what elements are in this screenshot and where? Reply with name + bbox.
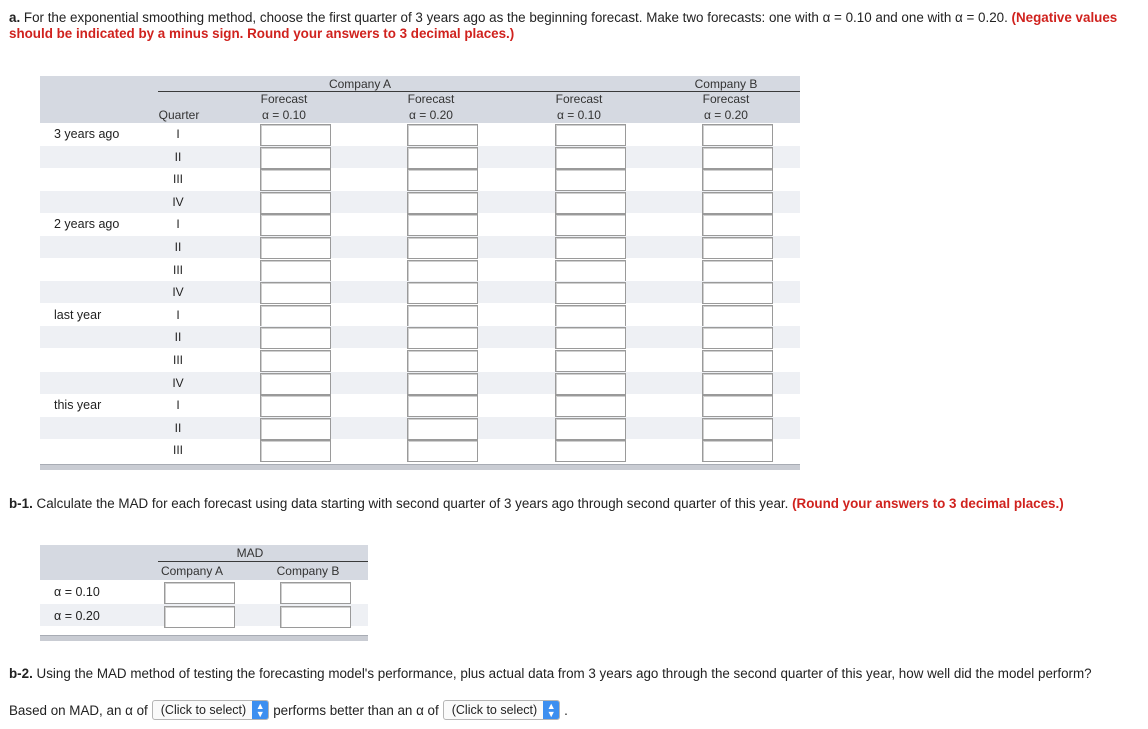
forecast-input-col1[interactable] [260,327,331,349]
forecast-input-col1[interactable] [260,124,331,146]
forecast-input-col3[interactable] [555,373,626,395]
forecast-input-col4[interactable] [702,147,773,169]
forecast-input-col2[interactable] [407,440,478,462]
forecast-input-col2[interactable] [407,237,478,259]
question-a [9,10,1139,42]
forecast-input-col3[interactable] [555,327,626,349]
forecast-input-col3[interactable] [555,260,626,282]
answer-sentence [9,700,568,720]
question-b1 [9,496,1064,511]
forecast-input-col2[interactable] [407,282,478,304]
forecast-input-col4[interactable] [702,282,773,304]
mad-row [40,604,368,626]
period-label: 2 years ago [54,217,120,232]
period-label: 3 years ago [54,127,120,141]
forecast-input-col2[interactable] [407,373,478,395]
forecast-row [40,123,800,145]
quarter-label: IV [172,375,184,390]
mad-a-alpha020-input[interactable] [164,606,235,628]
company-a-header: Company A [328,77,392,91]
forecast-input-col2[interactable] [407,192,478,214]
forecast-input-col2[interactable] [407,418,478,440]
forecast-input-col4[interactable] [702,237,773,259]
quarter-label: II [174,330,182,345]
col1-header-alpha: α = 0.10 [262,108,306,122]
forecast-input-col1[interactable] [260,237,331,259]
forecast-row [40,146,800,168]
forecast-input-col1[interactable] [260,418,331,440]
forecast-row [40,372,800,394]
forecast-input-col4[interactable] [702,124,773,146]
mad-a-alpha010-input[interactable] [164,582,235,604]
col2-header-top: Forecast [407,92,455,106]
col2-header-alpha: α = 0.20 [409,108,453,122]
forecast-input-col2[interactable] [407,124,478,146]
period-label: last year [54,307,102,322]
forecast-input-col4[interactable] [702,260,773,282]
forecast-row [40,326,800,348]
forecast-input-col3[interactable] [555,282,626,304]
quarter-label: II [174,149,182,164]
forecast-input-col4[interactable] [702,192,773,214]
question-a-instruction: (Negative values should be indicated by a minus sign. Round your answers to 3 decimal places.) [9,10,1118,41]
select-arrows-icon: ▲ ▼ [252,701,268,719]
forecast-input-col1[interactable] [260,214,331,236]
forecast-input-col2[interactable] [407,305,478,327]
quarter-label: IV [172,194,184,209]
quarter-label: I [176,217,180,232]
quarter-label: IV [172,285,184,300]
question-b1-label: b-1. [9,496,33,511]
mad-b-alpha010-input[interactable] [280,582,351,604]
forecast-input-col4[interactable] [702,169,773,191]
company-b-header: Company B [694,77,758,91]
question-a-text: For the exponential smoothing method, choose the first quarter of 3 years ago as the beginning forecast. Make two forecasts: one with α = 0.10 and one with α = 0.20. [23,10,1008,25]
quarter-label: III [172,443,183,458]
mad-header-rule [158,561,368,562]
forecast-input-col3[interactable] [555,147,626,169]
forecast-row [40,394,800,416]
quarter-header: Quarter [158,108,200,122]
forecast-row [40,349,800,371]
forecast-input-col1[interactable] [260,350,331,372]
forecast-input-col4[interactable] [702,395,773,417]
forecast-input-col4[interactable] [702,440,773,462]
quarter-label: III [172,353,183,367]
forecast-input-col4[interactable] [702,373,773,395]
forecast-input-col1[interactable] [260,169,331,191]
forecast-input-col1[interactable] [260,305,331,327]
question-b2-text: Using the MAD method of testing the forecasting model's performance, plus actual data from 3 years ago through the second quarter of this year, how well did the model perform? [36,666,1092,681]
forecast-input-col1[interactable] [260,147,331,169]
mad-company-b-header: Company B [276,564,340,578]
forecast-input-col4[interactable] [702,350,773,372]
quarter-label: III [172,262,183,277]
forecast-input-col2[interactable] [407,147,478,169]
forecast-input-col2[interactable] [407,169,478,191]
forecast-input-col1[interactable] [260,192,331,214]
mad-b-alpha020-input[interactable] [280,606,351,628]
forecast-input-col4[interactable] [702,327,773,349]
forecast-input-col2[interactable] [407,350,478,372]
col3-header-top: Forecast [555,92,603,106]
forecast-row [40,259,800,281]
mad-header: MAD [236,546,264,560]
quarter-label: II [174,420,182,435]
forecast-row [40,236,800,258]
answer-part1: Based on MAD, an α of [9,702,148,718]
forecast-row [40,304,800,326]
col4-header-top: Forecast [702,92,750,106]
mad-table-footer [40,635,368,641]
forecast-table-footer [40,464,800,470]
forecast-input-col2[interactable] [407,327,478,349]
answer-part2: performs better than an α of [273,702,439,718]
forecast-input-col3[interactable] [555,350,626,372]
forecast-row [40,191,800,213]
alpha-select-1[interactable] [152,700,269,720]
quarter-label: I [176,127,180,141]
question-b1-instruction: (Round your answers to 3 decimal places.) [792,496,1064,511]
forecast-input-col3[interactable] [555,395,626,417]
quarter-label: I [176,398,180,413]
forecast-input-col1[interactable] [260,440,331,462]
forecast-input-col3[interactable] [555,214,626,236]
forecast-row [40,417,800,439]
forecast-input-col3[interactable] [555,305,626,327]
forecast-input-col3[interactable] [555,418,626,440]
forecast-input-col2[interactable] [407,260,478,282]
forecast-input-col1[interactable] [260,373,331,395]
quarter-label: II [174,240,182,254]
forecast-input-col3[interactable] [555,192,626,214]
forecast-row [40,213,800,235]
alpha-select-2-value: (Click to select) [451,703,538,717]
col4-header-alpha: α = 0.20 [704,108,748,122]
alpha-select-1-value: (Click to select) [160,703,247,717]
mad-alpha-label: α = 0.10 [54,585,100,599]
question-b1-text: Calculate the MAD for each forecast using data starting with second quarter of 3 years ago through second quarter of this year. [36,496,789,511]
mad-alpha-label: α = 0.20 [54,609,100,623]
alpha-select-2[interactable] [443,700,560,720]
question-a-label: a. [9,10,21,25]
question-b2 [9,666,1092,681]
forecast-input-col1[interactable] [260,395,331,417]
forecast-input-col1[interactable] [260,260,331,282]
forecast-input-col1[interactable] [260,282,331,304]
quarter-label: I [176,307,180,322]
forecast-input-col3[interactable] [555,169,626,191]
question-b2-label: b-2. [9,666,33,681]
forecast-input-col4[interactable] [702,214,773,236]
forecast-input-col4[interactable] [702,418,773,440]
forecast-row [40,168,800,190]
period-label: this year [54,398,102,413]
forecast-input-col3[interactable] [555,124,626,146]
col3-header-alpha: α = 0.10 [557,108,601,122]
forecast-input-col4[interactable] [702,305,773,327]
forecast-row [40,281,800,303]
mad-company-a-header: Company A [160,564,224,578]
forecast-input-col2[interactable] [407,214,478,236]
col1-header-top: Forecast [260,92,308,106]
forecast-input-col3[interactable] [555,237,626,259]
select-arrows-icon: ▲ ▼ [543,701,559,719]
answer-end: . [564,702,568,718]
mad-row [40,580,368,602]
forecast-input-col2[interactable] [407,395,478,417]
forecast-input-col3[interactable] [555,440,626,462]
forecast-row [40,439,800,461]
quarter-label: III [172,172,183,187]
